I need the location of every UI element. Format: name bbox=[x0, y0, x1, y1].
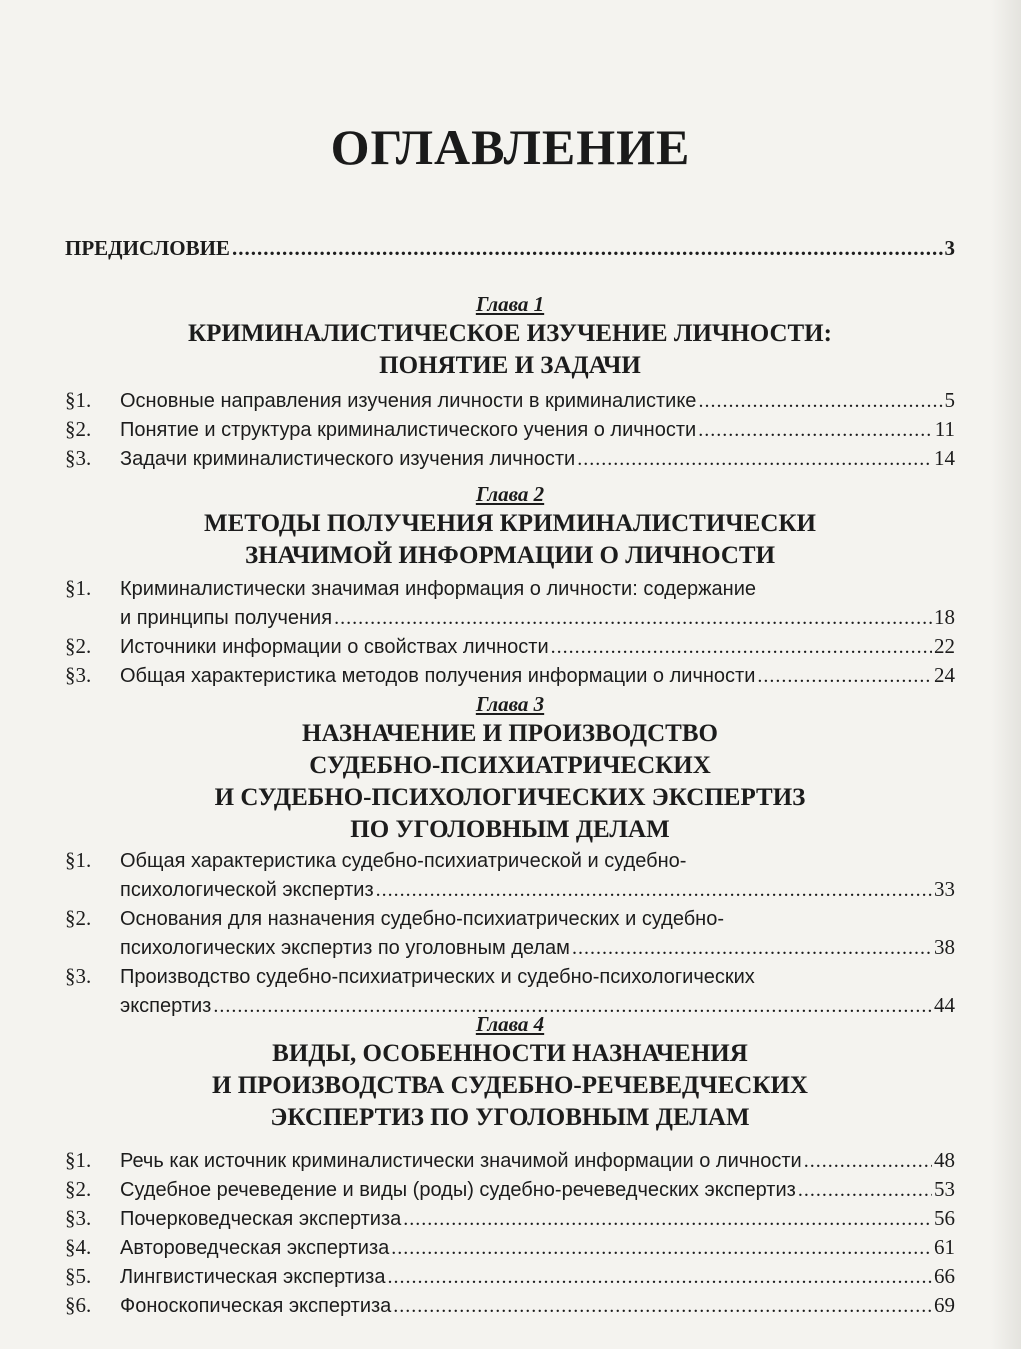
toc-entry bbox=[65, 1148, 955, 1177]
section-title: Почерковедческая экспертиза bbox=[120, 1208, 402, 1230]
section-page: 48 bbox=[934, 1148, 955, 1172]
section-number: §6. bbox=[65, 1293, 92, 1317]
section-page: 5 bbox=[944, 388, 955, 412]
chapter-4 bbox=[65, 1010, 955, 1322]
section-page: 61 bbox=[934, 1235, 955, 1259]
toc-entry bbox=[65, 1206, 955, 1235]
toc-entry bbox=[65, 1235, 955, 1264]
section-number: §4. bbox=[65, 1235, 92, 1259]
toc-entry bbox=[65, 1293, 955, 1322]
toc-entry bbox=[65, 576, 955, 605]
section-number: §1. bbox=[65, 1148, 92, 1172]
preface-label: ПРЕДИСЛОВИЕ bbox=[65, 236, 230, 260]
toc-entry bbox=[65, 906, 955, 935]
section-title: психологической экспертиз bbox=[120, 879, 374, 901]
toc-entry-continuation bbox=[65, 605, 955, 634]
dot-leader bbox=[798, 1179, 932, 1202]
section-title: Автороведческая экспертиза bbox=[120, 1237, 390, 1259]
toc-entry bbox=[65, 663, 955, 692]
section-number: §2. bbox=[65, 634, 92, 658]
dot-leader bbox=[698, 419, 933, 442]
chapter-label: Глава 4 bbox=[475, 1012, 545, 1036]
chapter-title-line: ЗНАЧИМОЙ ИНФОРМАЦИИ О ЛИЧНОСТИ bbox=[244, 542, 776, 569]
section-page: 44 bbox=[934, 993, 955, 1017]
chapter-2 bbox=[65, 480, 955, 692]
chapter-label: Глава 3 bbox=[475, 692, 545, 716]
toc-entry-continuation bbox=[65, 935, 955, 964]
dot-leader bbox=[804, 1150, 932, 1173]
dot-leader bbox=[757, 665, 932, 688]
page-edge bbox=[991, 0, 1021, 1349]
section-title: Криминалистически значимая информация о личности: содержание bbox=[120, 578, 757, 600]
section-page: 22 bbox=[934, 634, 955, 658]
toc-entry bbox=[65, 417, 955, 446]
toc-entry bbox=[65, 634, 955, 663]
section-title: Основания для назначения судебно-психиатрических и судебно- bbox=[120, 908, 725, 930]
dot-leader bbox=[577, 448, 932, 471]
section-page: 56 bbox=[934, 1206, 955, 1230]
toc-entry bbox=[65, 1264, 955, 1293]
section-number: §1. bbox=[65, 388, 92, 412]
section-page: 24 bbox=[934, 663, 955, 687]
dot-leader bbox=[387, 1266, 932, 1289]
chapter-title-line: И СУДЕБНО-ПСИХОЛОГИЧЕСКИХ ЭКСПЕРТИЗ bbox=[214, 784, 806, 811]
chapter-1 bbox=[65, 290, 955, 475]
section-title: Речь как источник криминалистически значимой информации о личности bbox=[120, 1150, 802, 1172]
dot-leader bbox=[698, 390, 942, 413]
dot-leader bbox=[551, 636, 932, 659]
section-title: Основные направления изучения личности в криминалистике bbox=[120, 390, 697, 412]
section-number: §3. bbox=[65, 1206, 92, 1230]
section-page: 53 bbox=[934, 1177, 955, 1201]
chapter-title-line: ВИДЫ, ОСОБЕННОСТИ НАЗНАЧЕНИЯ bbox=[272, 1040, 748, 1067]
page-title: ОГЛАВЛЕНИЕ bbox=[330, 119, 691, 175]
dot-leader bbox=[232, 236, 943, 261]
section-title: Судебное речеведение и виды (роды) судебно-речеведческих экспертиз bbox=[120, 1179, 796, 1201]
section-number: §1. bbox=[65, 576, 92, 600]
section-title: психологических экспертиз по уголовным делам bbox=[120, 937, 570, 959]
section-title: Фоноскопическая экспертиза bbox=[120, 1295, 392, 1317]
section-title: Источники информации о свойствах личности bbox=[120, 636, 549, 658]
section-title: Понятие и структура криминалистического учения о личности bbox=[120, 419, 697, 441]
dot-leader bbox=[376, 879, 932, 902]
section-number: §2. bbox=[65, 906, 92, 930]
toc-entry-continuation bbox=[65, 877, 955, 906]
section-page: 38 bbox=[934, 935, 955, 959]
chapter-title-line: СУДЕБНО-ПСИХИАТРИЧЕСКИХ bbox=[309, 752, 711, 779]
section-number: §1. bbox=[65, 848, 92, 872]
section-title: Производство судебно-психиатрических и судебно-психологических bbox=[120, 966, 755, 988]
toc-entry bbox=[65, 1177, 955, 1206]
section-number: §3. bbox=[65, 446, 92, 470]
chapter-title-line: ПОНЯТИЕ И ЗАДАЧИ bbox=[379, 352, 641, 379]
toc-entry bbox=[65, 964, 955, 993]
chapter-title-line: ЭКСПЕРТИЗ ПО УГОЛОВНЫМ ДЕЛАМ bbox=[270, 1104, 750, 1131]
section-number: §3. bbox=[65, 663, 92, 687]
section-number: §5. bbox=[65, 1264, 92, 1288]
toc-entry bbox=[65, 446, 955, 475]
toc-entry bbox=[65, 388, 955, 417]
section-title: Лингвистическая экспертиза bbox=[120, 1266, 386, 1288]
section-number: §2. bbox=[65, 417, 92, 441]
section-title: экспертиз bbox=[120, 995, 212, 1017]
dot-leader bbox=[391, 1237, 932, 1260]
dot-leader bbox=[393, 1295, 932, 1318]
section-title: Общая характеристика судебно-психиатрической и судебно- bbox=[120, 850, 687, 872]
chapter-label: Глава 2 bbox=[475, 482, 545, 506]
section-page: 11 bbox=[934, 417, 955, 441]
chapter-title-line: ПО УГОЛОВНЫМ ДЕЛАМ bbox=[350, 816, 670, 843]
section-page: 66 bbox=[934, 1264, 955, 1288]
chapter-title-line: КРИМИНАЛИСТИЧЕСКОЕ ИЗУЧЕНИЕ ЛИЧНОСТИ: bbox=[188, 320, 832, 347]
dot-leader bbox=[572, 937, 932, 960]
section-number: §3. bbox=[65, 964, 92, 988]
section-page: 18 bbox=[934, 605, 955, 629]
section-number: §2. bbox=[65, 1177, 92, 1201]
chapter-title-line: НАЗНАЧЕНИЕ И ПРОИЗВОДСТВО bbox=[302, 720, 718, 747]
section-page: 14 bbox=[934, 446, 955, 470]
chapter-title-line: МЕТОДЫ ПОЛУЧЕНИЯ КРИМИНАЛИСТИЧЕСКИ bbox=[204, 510, 816, 537]
preface-page: 3 bbox=[944, 236, 955, 260]
dot-leader bbox=[334, 607, 932, 630]
section-page: 33 bbox=[934, 877, 955, 901]
toc-entry bbox=[65, 848, 955, 877]
dot-leader bbox=[403, 1208, 932, 1231]
section-page: 69 bbox=[934, 1293, 955, 1317]
section-title: Общая характеристика методов получения информации о личности bbox=[120, 665, 756, 687]
preface-entry bbox=[65, 236, 955, 266]
chapter-title-line: И ПРОИЗВОДСТВА СУДЕБНО-РЕЧЕВЕДЧЕСКИХ bbox=[212, 1072, 808, 1099]
chapter-label: Глава 1 bbox=[475, 292, 545, 316]
section-title: и принципы получения bbox=[120, 607, 333, 629]
section-title: Задачи криминалистического изучения личности bbox=[120, 448, 576, 470]
chapter-3 bbox=[65, 690, 955, 1022]
